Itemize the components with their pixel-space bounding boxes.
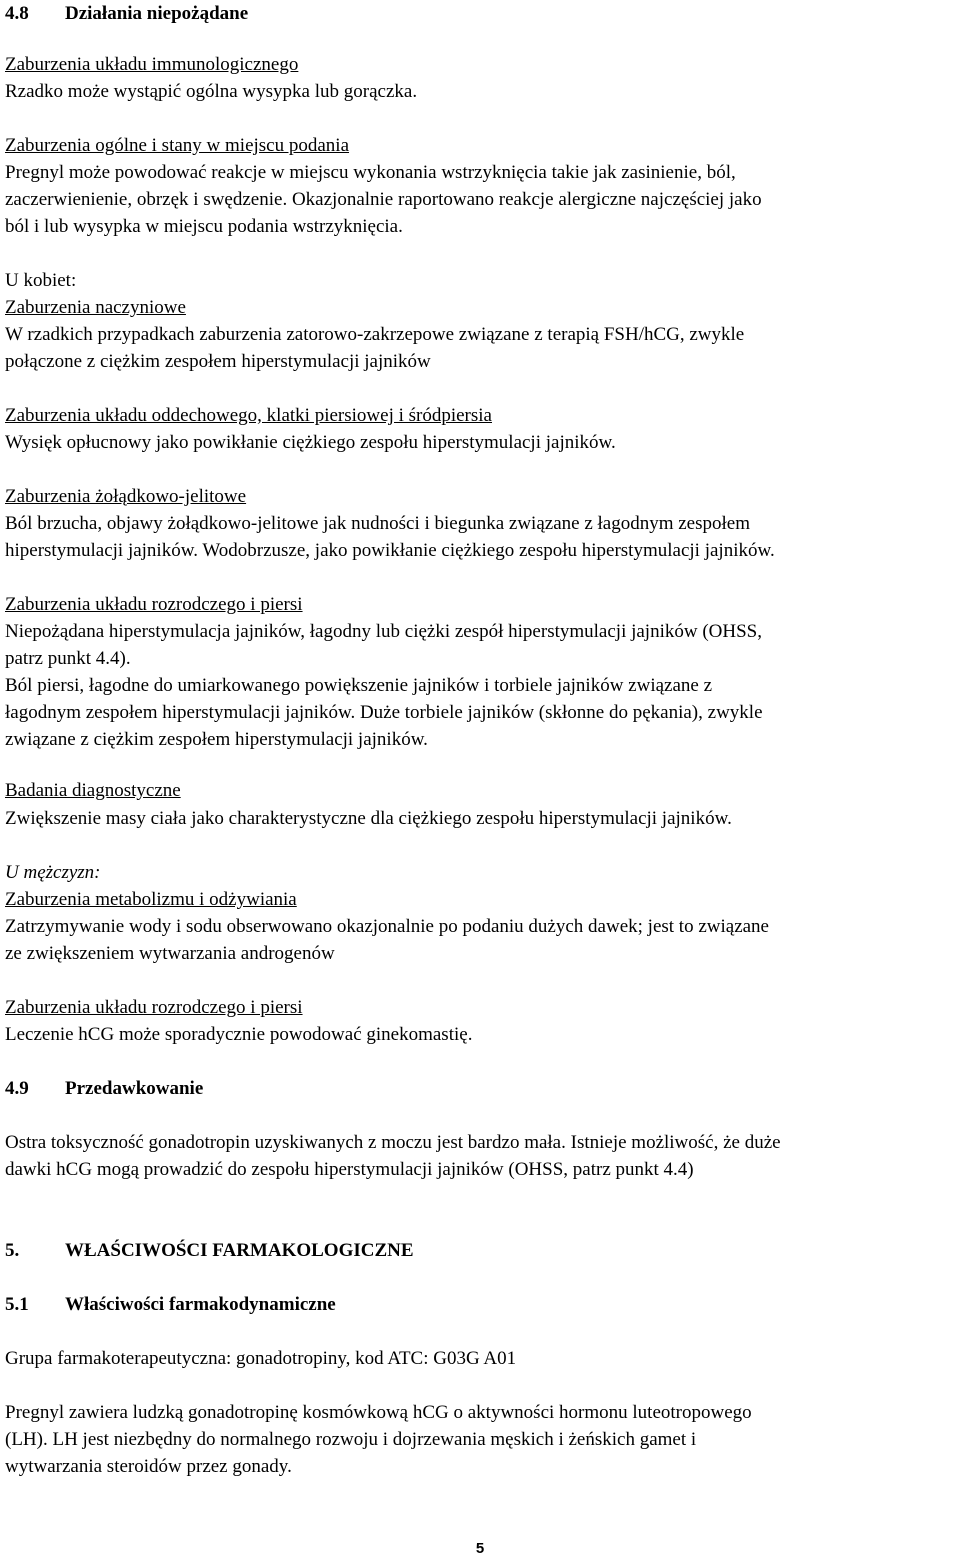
- diagnostic-text: Zwiększenie masy ciała jako charakterystyczne dla ciężkiego zespołu hiperstymulacji jajników.: [5, 808, 732, 829]
- repro-men-text: Leczenie hCG może sporadycznie powodować ginekomastię.: [5, 1024, 473, 1045]
- pharmacotherapeutic-group: Grupa farmakoterapeutyczna: gonadotropiny, kod ATC: G03G A01: [5, 1348, 517, 1369]
- metabolism-subheading: Zaburzenia metabolizmu i odżywiania: [5, 889, 297, 910]
- section-number: 4.8: [5, 3, 29, 24]
- gi-text-line: hiperstymulacji jajników. Wodobrzusze, jako powikłanie ciężkiego zespołu hiperstymulacji jajników.: [5, 540, 775, 561]
- men-label: U mężczyzn:: [5, 862, 101, 883]
- diagnostic-subheading: Badania diagnostyczne: [5, 780, 181, 801]
- overdose-text-line: Ostra toksyczność gonadotropin uzyskiwanych z moczu jest bardzo mała. Istnieje możliwość, że duże: [5, 1132, 781, 1153]
- section-title: WŁAŚCIWOŚCI FARMAKOLOGICZNE: [65, 1240, 414, 1261]
- general-text-line: ból i lub wysypka w miejscu podania wstrzyknięcia.: [5, 216, 403, 237]
- section-4-9-heading: [5, 1075, 203, 1102]
- section-title: Działania niepożądane: [65, 3, 249, 24]
- section-number: 4.9: [5, 1078, 29, 1099]
- gi-subheading: Zaburzenia żołądkowo-jelitowe: [5, 486, 247, 507]
- metabolism-text-line: Zatrzymywanie wody i sodu obserwowano okazjonalnie po podaniu dużych dawek; jest to związane: [5, 916, 769, 937]
- repro-subheading: Zaburzenia układu rozrodczego i piersi: [5, 594, 303, 615]
- section-5-1-heading: [5, 1291, 336, 1318]
- repro-text-line: łagodnym zespołem hiperstymulacji jajników. Duże torbiele jajników (skłonne do pękania), zwykle: [5, 702, 763, 723]
- section-title: Przedawkowanie: [65, 1078, 204, 1099]
- general-text-line: Pregnyl może powodować reakcje w miejscu wykonania wstrzyknięcia takie jak zasinienie, ból,: [5, 162, 736, 183]
- section-title: Właściwości farmakodynamiczne: [65, 1294, 336, 1315]
- repro-text-line: związane z ciężkim zespołem hiperstymulacji jajników.: [5, 729, 428, 750]
- pharmacodynamics-text-line: wytwarzania steroidów przez gonady.: [5, 1456, 292, 1477]
- section-4-8-heading: [5, 0, 248, 27]
- repro-text-line: patrz punkt 4.4).: [5, 648, 131, 669]
- vascular-subheading: Zaburzenia naczyniowe: [5, 297, 186, 318]
- vascular-text-line: połączone z ciężkim zespołem hiperstymulacji jajników: [5, 351, 431, 372]
- repro-text-line: Niepożądana hiperstymulacja jajników, łagodny lub ciężki zespół hiperstymulacji jajników (OHSS,: [5, 621, 762, 642]
- section-number: 5.1: [5, 1294, 29, 1315]
- pharmacodynamics-text-line: Pregnyl zawiera ludzką gonadotropinę kosmówkową hCG o aktywności hormonu luteotropowego: [5, 1402, 752, 1423]
- page-number: 5: [475, 1540, 485, 1557]
- immune-text: Rzadko może wystąpić ogólna wysypka lub gorączka.: [5, 81, 418, 102]
- immune-subheading: Zaburzenia układu immunologicznego: [5, 54, 299, 75]
- respiratory-subheading: Zaburzenia układu oddechowego, klatki piersiowej i śródpiersia: [5, 405, 492, 426]
- general-subheading: Zaburzenia ogólne i stany w miejscu podania: [5, 135, 350, 156]
- section-5-heading: [5, 1237, 414, 1264]
- respiratory-text: Wysięk opłucnowy jako powikłanie ciężkiego zespołu hiperstymulacji jajników.: [5, 432, 616, 453]
- repro-text-line: Ból piersi, łagodne do umiarkowanego powiększenie jajników i torbiele jajników związane z: [5, 675, 713, 696]
- women-label: U kobiet:: [5, 270, 77, 291]
- metabolism-text-line: ze zwiększeniem wytwarzania androgenów: [5, 943, 335, 964]
- section-number: 5.: [5, 1240, 20, 1261]
- overdose-text-line: dawki hCG mogą prowadzić do zespołu hiperstymulacji jajników (OHSS, patrz punkt 4.4): [5, 1159, 694, 1180]
- pharmacodynamics-text-line: (LH). LH jest niezbędny do normalnego rozwoju i dojrzewania męskich i żeńskich gamet i: [5, 1429, 697, 1450]
- gi-text-line: Ból brzucha, objawy żołądkowo-jelitowe jak nudności i biegunka związane z łagodnym zespołem: [5, 513, 750, 534]
- general-text-line: zaczerwienienie, obrzęk i swędzenie. Okazjonalnie raportowano reakcje alergiczne najczęściej jako: [5, 189, 762, 210]
- vascular-text-line: W rzadkich przypadkach zaburzenia zatorowo-zakrzepowe związane z terapią FSH/hCG, zwykle: [5, 324, 745, 345]
- repro-men-subheading: Zaburzenia układu rozrodczego i piersi: [5, 997, 303, 1018]
